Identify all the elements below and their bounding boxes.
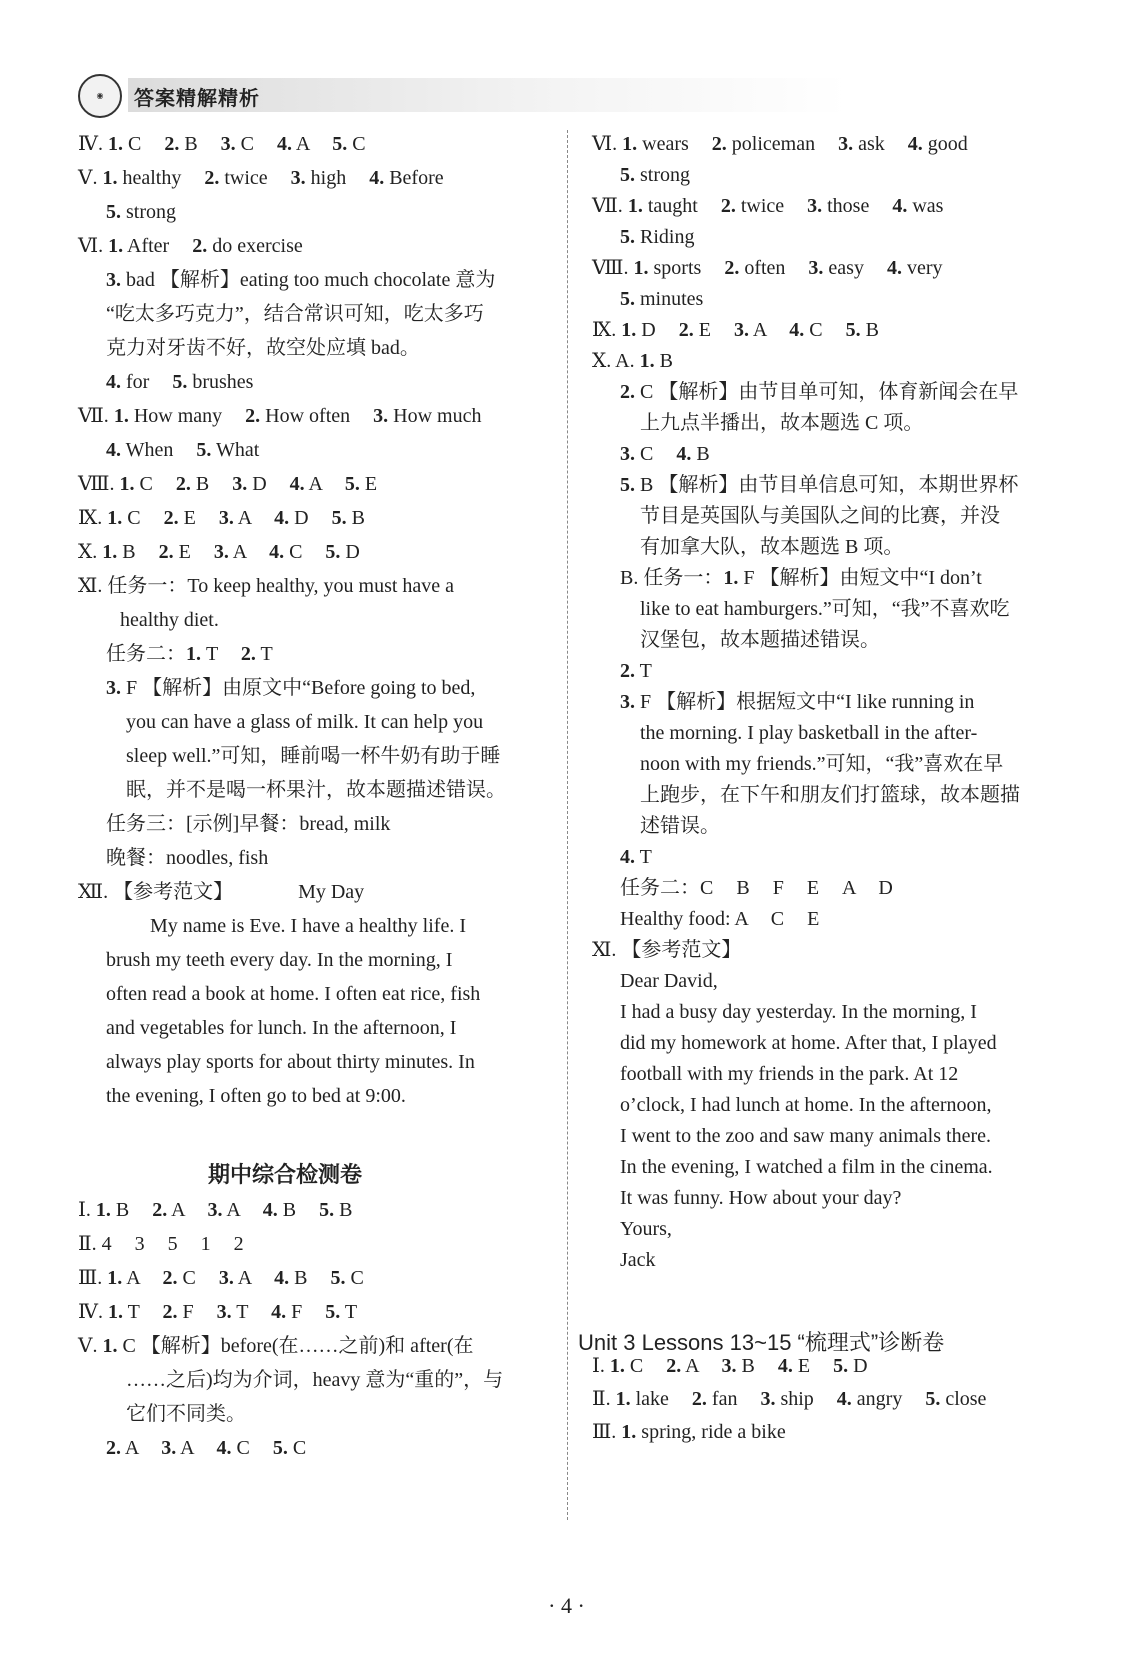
right-answer-line: 上九点半播出，故本题选 C 项。 [640, 412, 924, 434]
left-answer-line: 4. When 5. What [106, 439, 260, 461]
right-answer-line: Ⅱ. 1. lake 2. fan 3. ship 4. angry 5. close [592, 1388, 987, 1410]
left-answer-line: 4. for 5. brushes [106, 371, 254, 393]
left-answer-line: Ⅵ. 1. After 2. do exercise [78, 235, 303, 257]
left-answer-line: you can have a glass of milk. It can help you [126, 711, 484, 733]
right-answer-line: Ⅸ. 1. D 2. E 3. A 4. C 5. B [592, 319, 879, 341]
left-answer-line: Ⅴ. 1. healthy 2. twice 3. high 4. Before [78, 167, 444, 189]
left-answer-line: Ⅴ. 1. C 【解析】before(在……之前)和 after(在 [78, 1335, 474, 1357]
left-answer-line: 眠，并不是喝一杯果汁，故本题描述错误。 [126, 779, 506, 801]
left-answer-line: Ⅰ. 1. B 2. A 3. A 4. B 5. B [78, 1199, 353, 1221]
left-answer-line: 3. F 【解析】由原文中“Before going to bed, [106, 677, 476, 699]
left-answer-line: 5. strong [106, 201, 176, 223]
right-answer-line: 上跑步，在下午和朋友们打篮球，故本题描 [640, 784, 1020, 806]
right-answer-line: Ⅰ. 1. C 2. A 3. B 4. E 5. D [592, 1355, 868, 1377]
right-answer-line: 任务二：C B F E A D [620, 877, 893, 899]
right-answer-line: football with my friends in the park. At 12 [620, 1063, 959, 1085]
left-answer-line: Ⅳ. 1. C 2. B 3. C 4. A 5. C [78, 133, 366, 155]
right-answer-line: 汉堡包，故本题描述错误。 [640, 629, 880, 651]
right-answer-line: 有加拿大队，故本题选 B 项。 [640, 536, 904, 558]
right-answer-line: 3. F 【解析】根据短文中“I like running in [620, 691, 975, 713]
right-answer-line: I went to the zoo and saw many animals there. [620, 1125, 991, 1147]
right-answer-line: B. 任务一：1. F 【解析】由短文中“I don’t [620, 567, 982, 589]
left-answer-line: Ⅷ. 1. C 2. B 3. D 4. A 5. E [78, 473, 378, 495]
left-answer-line: Ⅱ. 4 3 5 1 2 [78, 1233, 244, 1255]
right-answer-line: 3. C 4. B [620, 443, 710, 465]
right-answer-line: Ⅹ. A. 1. B [592, 350, 673, 372]
left-answer-line: 2. A 3. A 4. C 5. C [106, 1437, 307, 1459]
left-answer-line: ……之后)均为介词，heavy 意为“重的”，与 [126, 1369, 504, 1391]
right-answer-line: Ⅺ. 【参考范文】 [592, 939, 742, 961]
publisher-logo-icon: ◉ [78, 74, 122, 118]
right-answer-line: Ⅶ. 1. taught 2. twice 3. those 4. was [592, 195, 944, 217]
right-answer-line: 2. T [620, 660, 652, 682]
right-answer-line: Jack [620, 1249, 656, 1271]
left-answer-line: often read a book at home. I often eat rice, fish [106, 983, 481, 1005]
right-answer-line: Healthy food: A C E [620, 908, 820, 930]
right-answer-line: 5. Riding [620, 226, 695, 248]
right-answer-line: Ⅲ. 1. spring, ride a bike [592, 1421, 786, 1443]
right-answer-line: It was funny. How about your day? [620, 1187, 902, 1209]
right-answer-line: like to eat hamburgers.”可知，“我”不喜欢吃 [640, 598, 1010, 620]
right-answer-line: Ⅵ. 1. wears 2. policeman 3. ask 4. good [592, 133, 968, 155]
left-answer-line: 3. bad 【解析】eating too much chocolate 意为 [106, 269, 496, 291]
left-answer-line: 任务三：[示例]早餐：bread, milk [106, 813, 391, 835]
left-answer-line: Ⅲ. 1. A 2. C 3. A 4. B 5. C [78, 1267, 364, 1289]
page-header [78, 74, 1078, 118]
column-divider [567, 130, 568, 1520]
left-answer-line: Ⅺ. 任务一：To keep healthy, you must have a [78, 575, 455, 597]
right-answer-line: Dear David, [620, 970, 718, 992]
left-answer-line: “吃太多巧克力”，结合常识可知，吃太多巧 [106, 303, 484, 325]
right-answer-line: 2. C 【解析】由节目单可知，体育新闻会在早 [620, 381, 1019, 403]
section-title-midterm: 期中综合检测卷 [208, 1162, 363, 1187]
right-answer-line: 述错误。 [640, 815, 720, 837]
left-answer-line: Ⅶ. 1. How many 2. How often 3. How much [78, 405, 482, 427]
right-answer-line: I had a busy day yesterday. In the morning, I [620, 1001, 977, 1023]
header-title: 答案精解精析 [134, 88, 260, 110]
right-answer-line: In the evening, I watched a film in the cinema. [620, 1156, 993, 1178]
right-answer-line: 5. minutes [620, 288, 704, 310]
left-answer-line: 任务二：1. T 2. T [106, 643, 273, 665]
left-answer-line: sleep well.”可知，睡前喝一杯牛奶有助于睡 [126, 745, 501, 767]
right-answer-line: Yours, [620, 1218, 672, 1240]
right-answer-line: 4. T [620, 846, 652, 868]
right-answer-line: 5. B 【解析】由节目单信息可知，本期世界杯 [620, 474, 1019, 496]
left-answer-line: 它们不同类。 [126, 1403, 246, 1425]
left-answer-line: My name is Eve. I have a healthy life. I [150, 915, 466, 937]
left-answer-line: the evening, I often go to bed at 9:00. [106, 1085, 406, 1107]
right-answer-line: noon with my friends.”可知，“我”喜欢在早 [640, 753, 1004, 775]
right-answer-line: the morning. I play basketball in the after- [640, 722, 978, 744]
page-number: · 4 · [548, 1593, 585, 1618]
left-answer-line: 晚餐：noodles, fish [106, 847, 269, 869]
right-answer-line: did my homework at home. After that, I played [620, 1032, 997, 1054]
left-answer-line: Ⅹ. 1. B 2. E 3. A 4. C 5. D [78, 541, 360, 563]
right-answer-line: 节目是英国队与美国队之间的比赛，并没 [640, 505, 1000, 527]
right-answer-line: o’clock, I had lunch at home. In the afternoon, [620, 1094, 992, 1116]
left-answer-line: always play sports for about thirty minutes. In [106, 1051, 475, 1073]
left-answer-line: Ⅳ. 1. T 2. F 3. T 4. F 5. T [78, 1301, 358, 1323]
left-answer-line: brush my teeth every day. In the morning, I [106, 949, 453, 971]
left-answer-line: healthy diet. [120, 609, 219, 631]
section-title-unit3: Unit 3 Lessons 13~15 “梳理式”诊断卷 [578, 1330, 945, 1355]
left-answer-line: and vegetables for lunch. In the afternoon, I [106, 1017, 457, 1039]
left-answer-line: Ⅻ. 【参考范文】 My Day [78, 881, 365, 903]
left-answer-line: Ⅸ. 1. C 2. E 3. A 4. D 5. B [78, 507, 365, 529]
right-answer-line: Ⅷ. 1. sports 2. often 3. easy 4. very [592, 257, 943, 279]
left-answer-line: 克力对牙齿不好，故空处应填 bad。 [106, 337, 420, 359]
right-answer-line: 5. strong [620, 164, 690, 186]
